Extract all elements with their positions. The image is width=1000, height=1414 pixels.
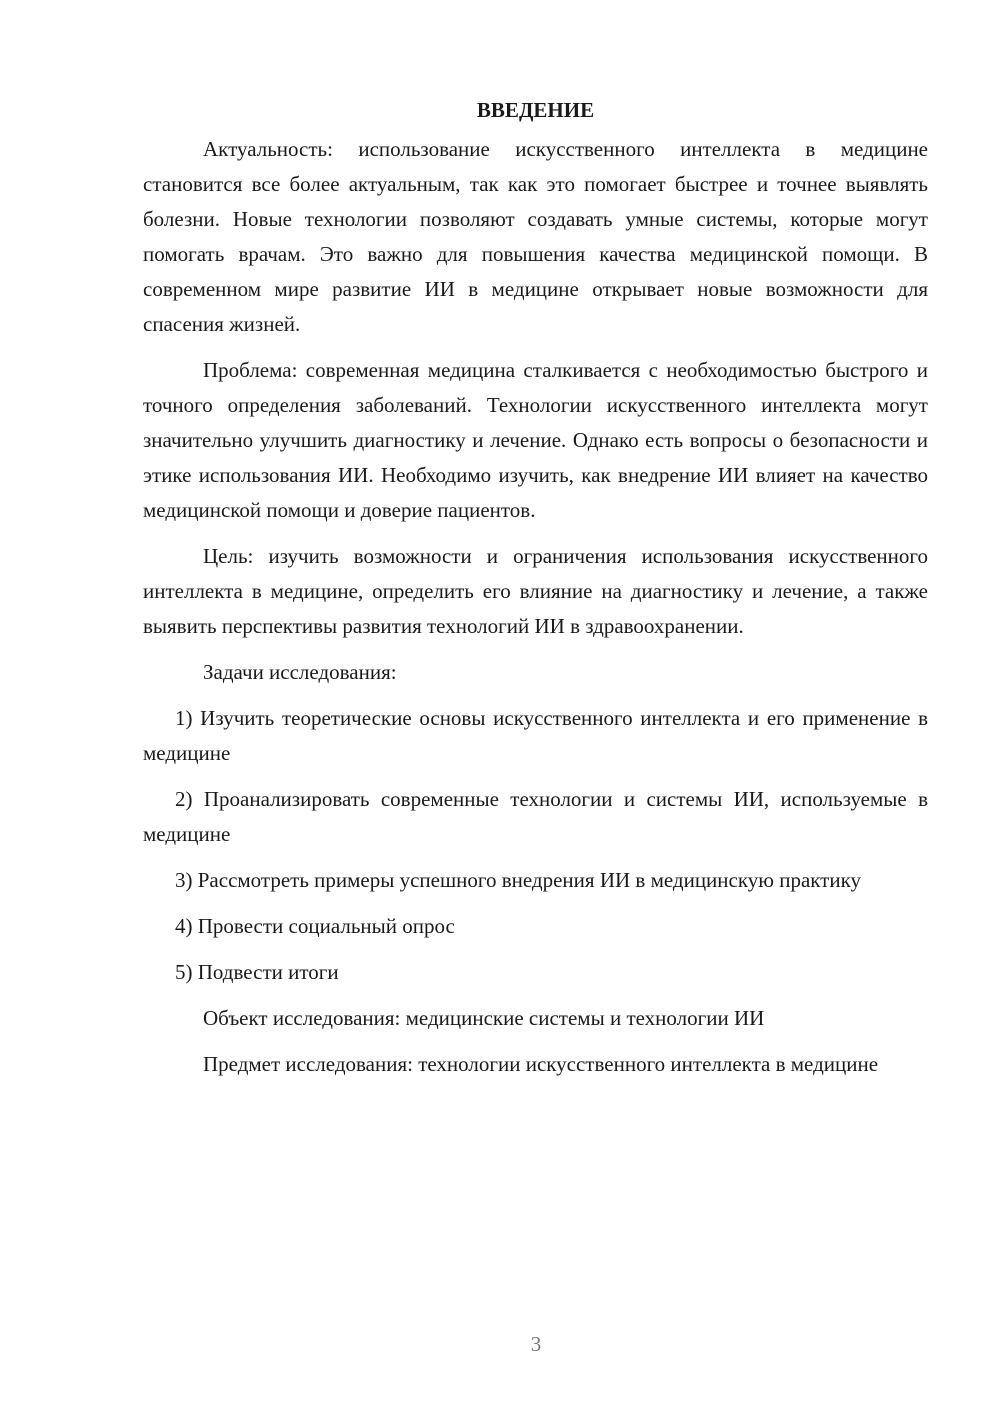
task-item-2: 2) Проанализировать современные технологии и системы ИИ, используемые в медицине <box>143 787 928 846</box>
task-item-3: 3) Рассмотреть примеры успешного внедрения ИИ в медицинскую практику <box>175 868 862 892</box>
document-page <box>143 88 928 1093</box>
page-number: 3 <box>530 1332 542 1356</box>
relevance-paragraph: Актуальность: использование искусственного интеллекта в медицине становится все более актуальным, так как это помогает быстрее и точнее выявлять болезни. Новые технологии позволяют создавать умные системы, которые могут помогать врачам. Это важно для повышения качества медицинской помощи. В современном мире развитие ИИ в медицине открывает новые возможности для спасения жизней. <box>143 137 928 336</box>
task-item-1: 1) Изучить теоретические основы искусственного интеллекта и его применение в медицине <box>143 706 928 765</box>
section-heading: ВВЕДЕНИЕ <box>476 98 595 122</box>
task-item-4: 4) Провести социальный опрос <box>175 914 455 938</box>
problem-paragraph: Проблема: современная медицина сталкивается с необходимостью быстрого и точного определения заболеваний. Технологии искусственного интеллекта могут значительно улучшить диагностику и лечение. Однако есть вопросы о безопасности и этике использования ИИ. Необходимо изучить, как внедрение ИИ влияет на качество медицинской помощи и доверие пациентов. <box>143 358 928 522</box>
goal-paragraph: Цель: изучить возможности и ограничения использования искусственного интеллекта в медицине, определить его влияние на диагностику и лечение, а также выявить перспективы развития технологий ИИ в здравоохранении. <box>143 544 928 638</box>
research-object-paragraph: Объект исследования: медицинские системы и технологии ИИ <box>203 1006 765 1030</box>
research-subject-paragraph: Предмет исследования: технологии искусственного интеллекта в медицине <box>203 1052 879 1076</box>
task-item-5: 5) Подвести итоги <box>175 960 339 984</box>
tasks-heading: Задачи исследования: <box>203 660 397 684</box>
